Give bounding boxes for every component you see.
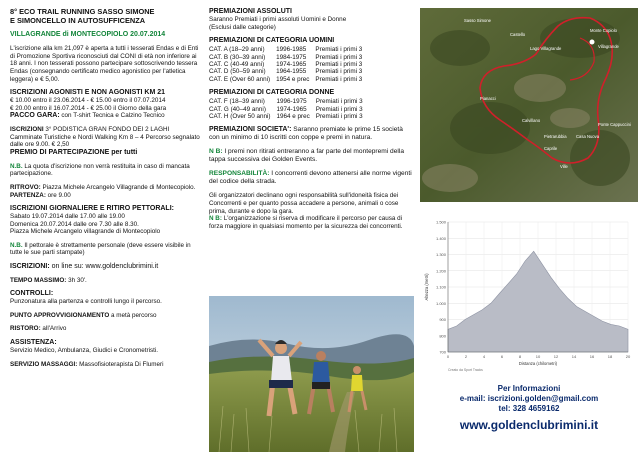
daily-line3: Piazza Michele Arcangelo villagrande di Montecopiolo <box>10 228 161 236</box>
y-tick-label: 1.200 <box>435 268 446 274</box>
map-label-10: Pietrarubbia <box>544 134 567 139</box>
map-label-11: Ville <box>560 164 568 169</box>
category-row <box>209 76 368 83</box>
x-tick-label: 0 <box>446 354 450 359</box>
absolute-awards-line2: (Esclusi dalle categorie) <box>209 23 276 31</box>
max-time: TEMPO MASSIMO: 3h 30'. <box>10 276 87 284</box>
pacco-gara: PACCO GARA: con T-shirt Tecnica e Calzino Tecnico <box>10 112 165 120</box>
category-prize: Premiati i primi 3 <box>315 68 363 76</box>
category-cat: CAT. F (18–39 anni) <box>209 98 265 106</box>
category-row <box>209 98 369 105</box>
category-prize: Premiati i primi 3 <box>315 105 363 113</box>
category-row <box>209 106 369 113</box>
category-row <box>209 113 369 120</box>
category-prize: Premiati i primi 3 <box>315 53 363 61</box>
map-label-9: Caprile <box>544 146 558 151</box>
map-label-2: Villagrande <box>598 44 619 49</box>
category-cat: CAT. B (30–39 anni) <box>209 53 266 61</box>
nb-route-change: N B: L'organizzazione si riserva di modificare il percorso per causa di forza maggiore in qualsiasi momento per la sicurezza dei concorrenti. <box>209 215 403 230</box>
route-satellite-map <box>420 8 638 202</box>
absolute-awards-line1: Saranno Premiati i primi assoluti Uomini e Donne <box>209 16 347 23</box>
category-prize: Premiati i primi 3 <box>315 75 363 83</box>
y-tick-label: 1.400 <box>435 235 446 241</box>
men-categories-table <box>209 46 368 83</box>
category-years: 1974-1965 <box>276 61 307 68</box>
ritrovo: RITROVO: Piazza Michele Arcangelo Villagrande di Montecopiolo. <box>10 183 196 191</box>
runners-photo-image <box>209 296 414 452</box>
partenza: PARTENZA: ore 9.00 <box>10 191 71 199</box>
category-cat: CAT. E (Over 60 anni) <box>209 75 271 83</box>
x-tick-label: 14 <box>571 354 577 359</box>
map-label-0: Sasso Simone <box>464 18 491 23</box>
y-tick-label: 1.100 <box>435 284 446 290</box>
category-row <box>209 68 368 75</box>
category-cat: CAT. D (50–59 anni) <box>209 68 266 76</box>
map-label-5: Pianacci <box>480 96 496 101</box>
daily-line2: Domenica 20.07.2014 dalle ore 7.30 alle 8.30. <box>10 220 139 228</box>
category-years: 1996-1975 <box>276 98 307 106</box>
category-cat: CAT. H (Over 50 anni) <box>209 113 271 121</box>
elevation-profile-chart <box>420 212 638 376</box>
event-date: VILLAGRANDE di MONTECOPIOLO 20.07.2014 <box>10 31 166 39</box>
ristoro: RISTORO: all'Arrivo <box>10 325 67 333</box>
intro-text: L'iscrizione alla km 21,097 è aperta a tutti i tesserati Endas e di Enti di Promozione Sportiva riconosciuti dal CONI di età non inferiore ai 18 anni. I non tesserati possono partecipare sottoscrivendo tessera Endas (consegnando certificato medico agonistico per l'atletica leggera) e € 5,00. <box>10 45 199 83</box>
runners-photo <box>209 296 414 452</box>
responsibility: RESPONSABILITÀ: I concorrenti devono attenersi alle norme vigenti del codice della strada. <box>209 170 412 186</box>
route-map-image <box>420 8 638 202</box>
nb-refund: N.B. La quota d'iscrizione non verrà restituita in caso di mancata partecipazione. <box>10 162 190 178</box>
y-tick-label: 800 <box>439 333 446 339</box>
category-cat: CAT. C (40-49 anni) <box>209 61 265 68</box>
info-email[interactable]: e-mail: iscrizioni.golden@gmail.com <box>459 394 599 403</box>
start-marker <box>590 40 595 45</box>
women-categories-table <box>209 98 369 120</box>
map-label-1: Lago Villagrande <box>530 46 562 51</box>
absolute-awards-title: PREMIAZIONI ASSOLUTI <box>209 8 292 15</box>
map-label-7: Ponte Cappuccini <box>598 122 631 127</box>
x-tick-label: 4 <box>482 354 486 359</box>
x-tick-label: 2 <box>464 354 468 359</box>
map-label-3: Monte Copiolo <box>590 28 618 33</box>
y-tick-label: 1.500 <box>435 219 446 225</box>
daily-registration-title: ISCRIZIONI GIORNALIERE E RITIRO PETTORALI: <box>10 205 174 213</box>
organizer-disclaimer: Gli organizzatori declinano ogni responsabilità sull'idoneità fisica dei Concorrenti e per quanto possa accadere a persone, animali o cose prima, durante e dopo la gara. <box>209 192 399 215</box>
map-label-8: Casa Nuova <box>576 134 600 139</box>
online-registration: ISCRIZIONI: on line su: www.goldenclubrimini.it <box>10 263 159 271</box>
info-phone[interactable]: tel: 328 4659162 <box>498 404 560 413</box>
massage-service: SERVIZIO MASSAGGI: Massofisioterapista Di Flumeri <box>10 360 164 368</box>
info-title: Per Informazioni <box>497 384 561 393</box>
category-cat: CAT. A (18–29 anni) <box>209 46 265 54</box>
category-cat: CAT. G (40–49 anni) <box>209 105 266 113</box>
y-axis-label: Altezza (metri) <box>424 273 429 301</box>
men-categories-title: PREMIAZIONI DI CATEGORIA UOMINI <box>209 37 335 45</box>
event-title-line1: 8° ECO TRAIL RUNNING SASSO SIMONE <box>10 7 155 16</box>
contact-info <box>420 384 638 433</box>
category-prize: Premiati i primi 3 <box>315 98 363 106</box>
x-tick-label: 16 <box>589 354 595 359</box>
category-years: 1954 e prec <box>276 75 310 83</box>
walk-registration: ISCRIZIONI 3° PODISTICA GRAN FONDO DEI 2 LAGHI Camminate Turistiche e Nordi Walking Km 8 – 4 Percorso segnalato dalle ore 9.00. € 2,50 <box>10 125 200 149</box>
x-tick-label: 20 <box>625 354 631 359</box>
y-tick-label: 1.000 <box>435 300 446 306</box>
category-prize: Premiati i primi 3 <box>315 61 363 68</box>
category-row <box>209 54 368 61</box>
supply-point: PUNTO APPROVVIGIONAMENTO a metà percorso <box>10 311 157 319</box>
agonist-title: ISCRIZIONI AGONISTI E NON AGONISTI KM 21 <box>10 89 166 97</box>
category-prize: Premiati i primi 3 <box>315 113 363 121</box>
category-years: 1984-1975 <box>276 53 307 61</box>
agonist-fee-line1: € 10.00 entro il 23.06.2014 - € 15.00 entro il 07.07.2014 <box>10 97 166 105</box>
participation-prize: PREMIO DI PARTECIPAZIONE per tutti <box>10 148 138 156</box>
x-tick-label: 18 <box>607 354 613 359</box>
daily-line1: Sabato 19.07.2014 dalle 17.00 alle 19.00 <box>10 213 125 221</box>
category-row <box>209 46 368 53</box>
category-years: 1964 e prec <box>276 113 310 121</box>
x-tick-label: 6 <box>500 354 504 359</box>
category-years: 1964-1955 <box>276 68 307 76</box>
awards-column <box>207 0 417 230</box>
y-tick-label: 700 <box>439 349 446 355</box>
agonist-fee-line2: € 20.00 entro il 16.07.2014 - € 25.00 il Giorno della gara <box>10 104 167 112</box>
chart-credit: Creato da Sport Tracks <box>448 368 483 372</box>
nb-bib: N.B. Il pettorale è strettamente personale (deve essere visibile in tutte le sue parti stampate) <box>10 241 191 257</box>
nb-prizes: N B: I premi non ritirati entreranno a far parte del montepremi della tappa successiva dei Golden Events. <box>209 148 404 164</box>
x-tick-label: 8 <box>518 354 522 359</box>
event-title-line2: E SIMONCELLO IN AUTOSUFFICENZA <box>10 15 146 25</box>
map-label-4: Castello <box>510 32 526 37</box>
category-years: 1996-1985 <box>276 46 307 54</box>
women-categories-title: PREMIAZIONI DI CATEGORIA DONNE <box>209 89 335 97</box>
x-tick-label: 10 <box>535 354 541 359</box>
registration-column <box>0 0 207 368</box>
info-website-link[interactable]: www.goldenclubrimini.it <box>459 418 599 432</box>
controls-title: CONTROLLI: <box>10 290 54 298</box>
category-years: 1974-1965 <box>276 105 307 113</box>
elevation-chart-svg <box>420 212 638 376</box>
category-prize: Premiati i primi 3 <box>315 46 363 54</box>
elevation-area <box>448 251 628 352</box>
x-tick-label: 12 <box>553 354 559 359</box>
category-row <box>209 61 368 68</box>
society-awards: PREMIAZIONI SOCIETA': Saranno premiate le prime 15 società con un minimo di 10 iscritti con coppe e premi in natura. <box>209 126 403 142</box>
assistance-title: ASSISTENZA: <box>10 339 57 347</box>
controls-text: Punzonatura alla partenza e controlli lungo il percorso. <box>10 298 162 306</box>
map-label-6: Calvillano <box>522 118 541 123</box>
y-tick-label: 1.300 <box>435 252 446 257</box>
y-tick-label: 900 <box>439 317 446 322</box>
x-axis-label: Distanza (chilometri) <box>518 361 558 366</box>
assistance-text: Servizio Medico, Ambulanza, Giudici e Cronometristi. <box>10 347 159 355</box>
